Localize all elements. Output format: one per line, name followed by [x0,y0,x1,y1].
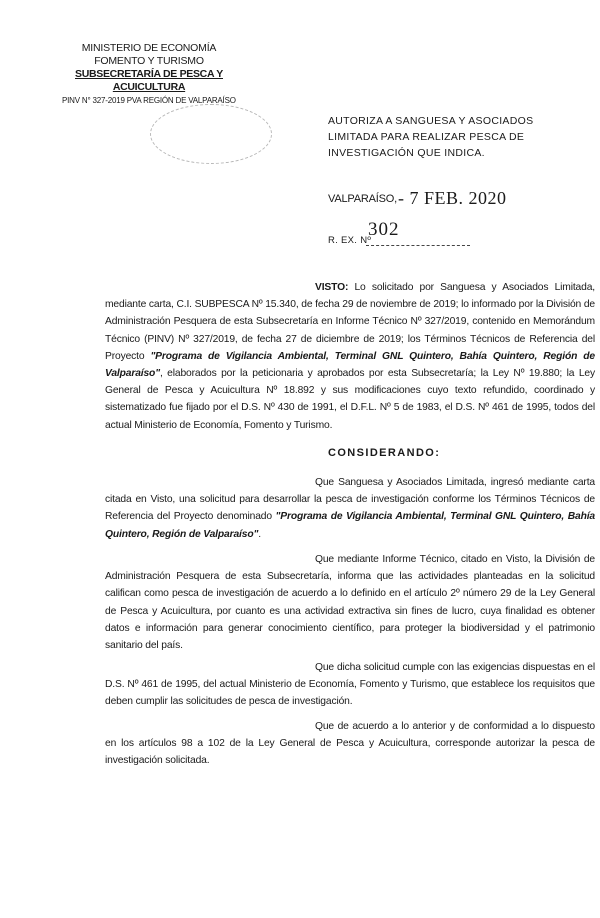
visto-text: Lo solicitado por Sanguesa y Asociados Limitada, mediante carta, C.I. SUBPESCA Nº 15.340, de fecha 29 de noviembre de 2019; lo informado por la División de Administración Pesquera de esta Subsecretaría en Informe Técnico Nº 327/2019, contenido en Memorándum Técnico (PINV) Nº 327/2019, de fecha 27 de diciembre de 2019; los Términos Técnicos de Referencia del Proyecto [105,282,595,362]
considerando-4 [105,718,595,770]
visto-section [105,279,595,434]
considerando-3 [105,659,595,711]
project-name: "Programa de Vigilancia Ambiental, Terminal GNL Quintero, Bahía Quintero, Región de Valparaíso" [105,350,595,380]
considerando-heading: CONSIDERANDO: [328,447,441,459]
ministry-name-line2: FOMENTO Y TURISMO [94,55,204,67]
resolution-number: 302 [368,219,400,240]
considerando-1-project: "Programa de Vigilancia Ambiental, Terminal GNL Quintero, Bahía Quintero, Región de Valparaíso" [105,511,595,540]
date-stamp: - 7 FEB. 2020 [398,188,507,208]
visto-label: VISTO: [315,282,349,293]
subsecretaria-name: SUBSECRETARÍA DE PESCA Y ACUICULTURA [75,68,223,93]
reference-code: PINV N° 327-2019 PVA REGIÓN DE VALPARAÍSO [62,96,236,105]
visto-text-2: , elaborados por la peticionaria y aprobados por esta Subsecretaría; la Ley Nº 19.880; la Ley General de Pesca y Acuicultura Nº 18.892 y sus modificaciones cuyo texto refundido, coordinado y sistematizado fue fijado por el D.S. Nº 430 de 1991, el D.F.L. Nº 5 de 1983, el D.S. Nº 461 de 1995, todos del actual Ministerio de Economía, Fomento y Turismo. [105,368,595,431]
letterhead [54,42,244,107]
considerando-4-text: Que de acuerdo a lo anterior y de conformidad a lo dispuesto en los artículos 98 a 102 de la Ley General de Pesca y Acuicultura, corresponde autorizar la pesca de investigación solicitada. [105,721,595,767]
faded-stamp-icon [150,104,272,164]
considerando-1-end: . [258,528,261,540]
considerando-1-text: Que Sanguesa y Asociados Limitada, ingresó mediante carta citada en Visto, una solicitud para desarrollar la pesca de investigación conforme los Términos Técnicos de Referencia del Proyecto denominado [105,477,595,523]
ministry-name: MINISTERIO DE ECONOMÍA [81,42,217,54]
rex-number-line [366,245,470,246]
considerando-1 [105,474,595,543]
rex-label: R. EX. Nº [328,235,372,246]
considerando-2 [105,551,595,654]
document-subject: AUTORIZA A SANGUESA Y ASOCIADOS LIMITADA PARA REALIZAR PESCA DE INVESTIGACIÓN QUE INDICA. [328,115,534,159]
considerando-2-text: Que mediante Informe Técnico, citado en Visto, la División de Administración Pesquera de esta Subsecretaría, informa que las actividades planteadas en la solicitud califican como pesca de investigación de acuerdo a lo definido en el artículo 2º número 29 de la Ley General de Pesca y Acuicultura, por cuanto es una actividad extractiva sin fines de lucro, cuya finalidad es obtener datos e información para generar conocimiento científico, para proteger la biodiversidad y el patrimonio sanitario del país. [105,554,595,652]
place-label: VALPARAÍSO, [328,193,397,205]
considerando-3-text: Que dicha solicitud cumple con las exigencias dispuestas en el D.S. Nº 461 de 1995, del actual Ministerio de Economía, Fomento y Turismo, que establece los requisitos que deben cumplir las solicitudes de pesca de investigación. [105,662,595,708]
